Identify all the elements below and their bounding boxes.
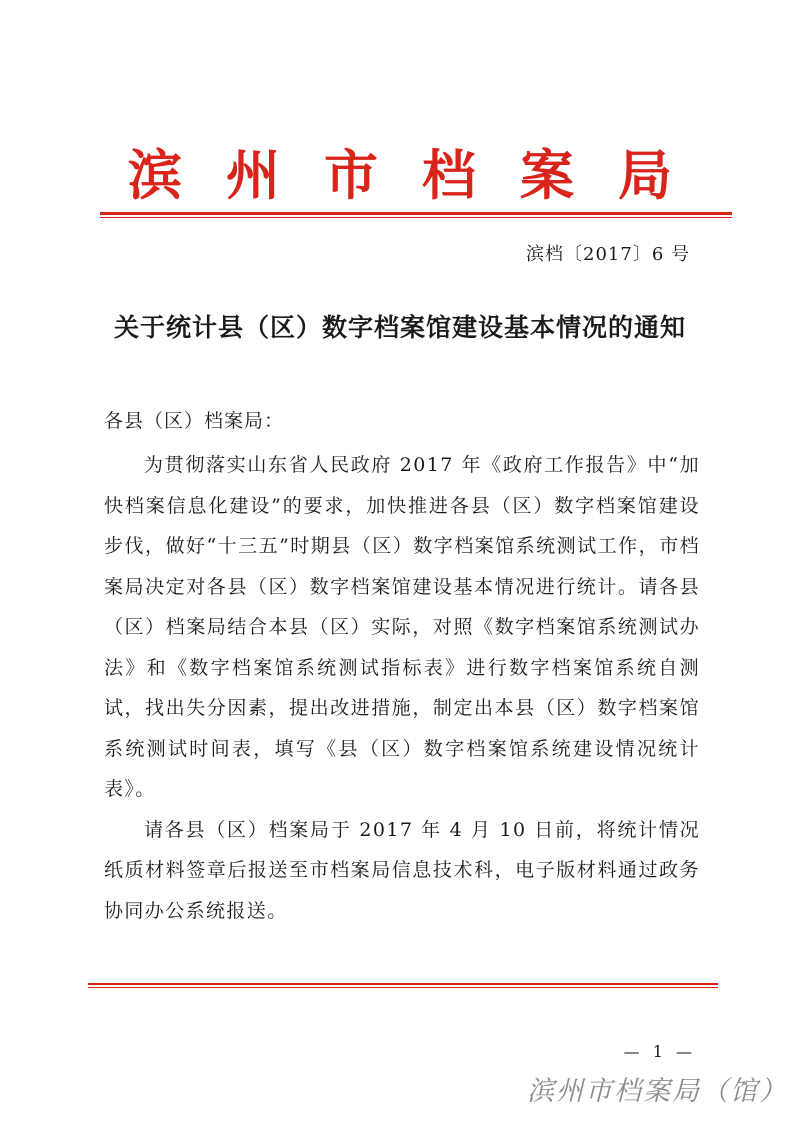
footer-red-rule-thick bbox=[88, 983, 718, 985]
page-number: — 1 — bbox=[623, 1042, 696, 1061]
document-title: 关于统计县（区）数字档案馆建设基本情况的通知 bbox=[113, 313, 686, 342]
body-paragraph: 为贯彻落实山东省人民政府 2017 年《政府工作报告》中“加快档案信息化建设”的要求，加快推进各县（区）数字档案馆建设步伐，做好“十三五”时期县（区）数字档案馆系统测试工作，市档案局决定对各县（区）数字档案馆建设基本情况进行统计。请各县（区）档案局结合本县（区）实际，对照《数字档案馆系统测试办法》和《数字档案馆系统测试指标表》进行数字档案馆系统自测试，找出失分因素，提出改进措施，制定出本县（区）数字档案馆系统测试时间表，填写《县（区）数字档案馆系统建设情况统计表》。 bbox=[104, 454, 700, 800]
watermark-text: 滨州市档案局（馆） bbox=[527, 1076, 788, 1107]
header-red-rule-thin bbox=[100, 217, 732, 218]
document-number: 滨档〔2017〕6 号 bbox=[526, 244, 690, 265]
body-paragraph: 请各县（区）档案局于 2017 年 4 月 10 日前，将统计情况纸质材料签章后报送至市档案局信息技术科，电子版材料通过政务协同办公系统报送。 bbox=[104, 818, 700, 922]
header-red-rule-thick bbox=[100, 212, 732, 215]
issuing-organization-header: 滨州市档案局 bbox=[128, 143, 716, 207]
document-body bbox=[104, 445, 700, 931]
salutation: 各县（区）档案局： bbox=[104, 410, 285, 432]
footer-red-rule-thin bbox=[88, 987, 718, 988]
